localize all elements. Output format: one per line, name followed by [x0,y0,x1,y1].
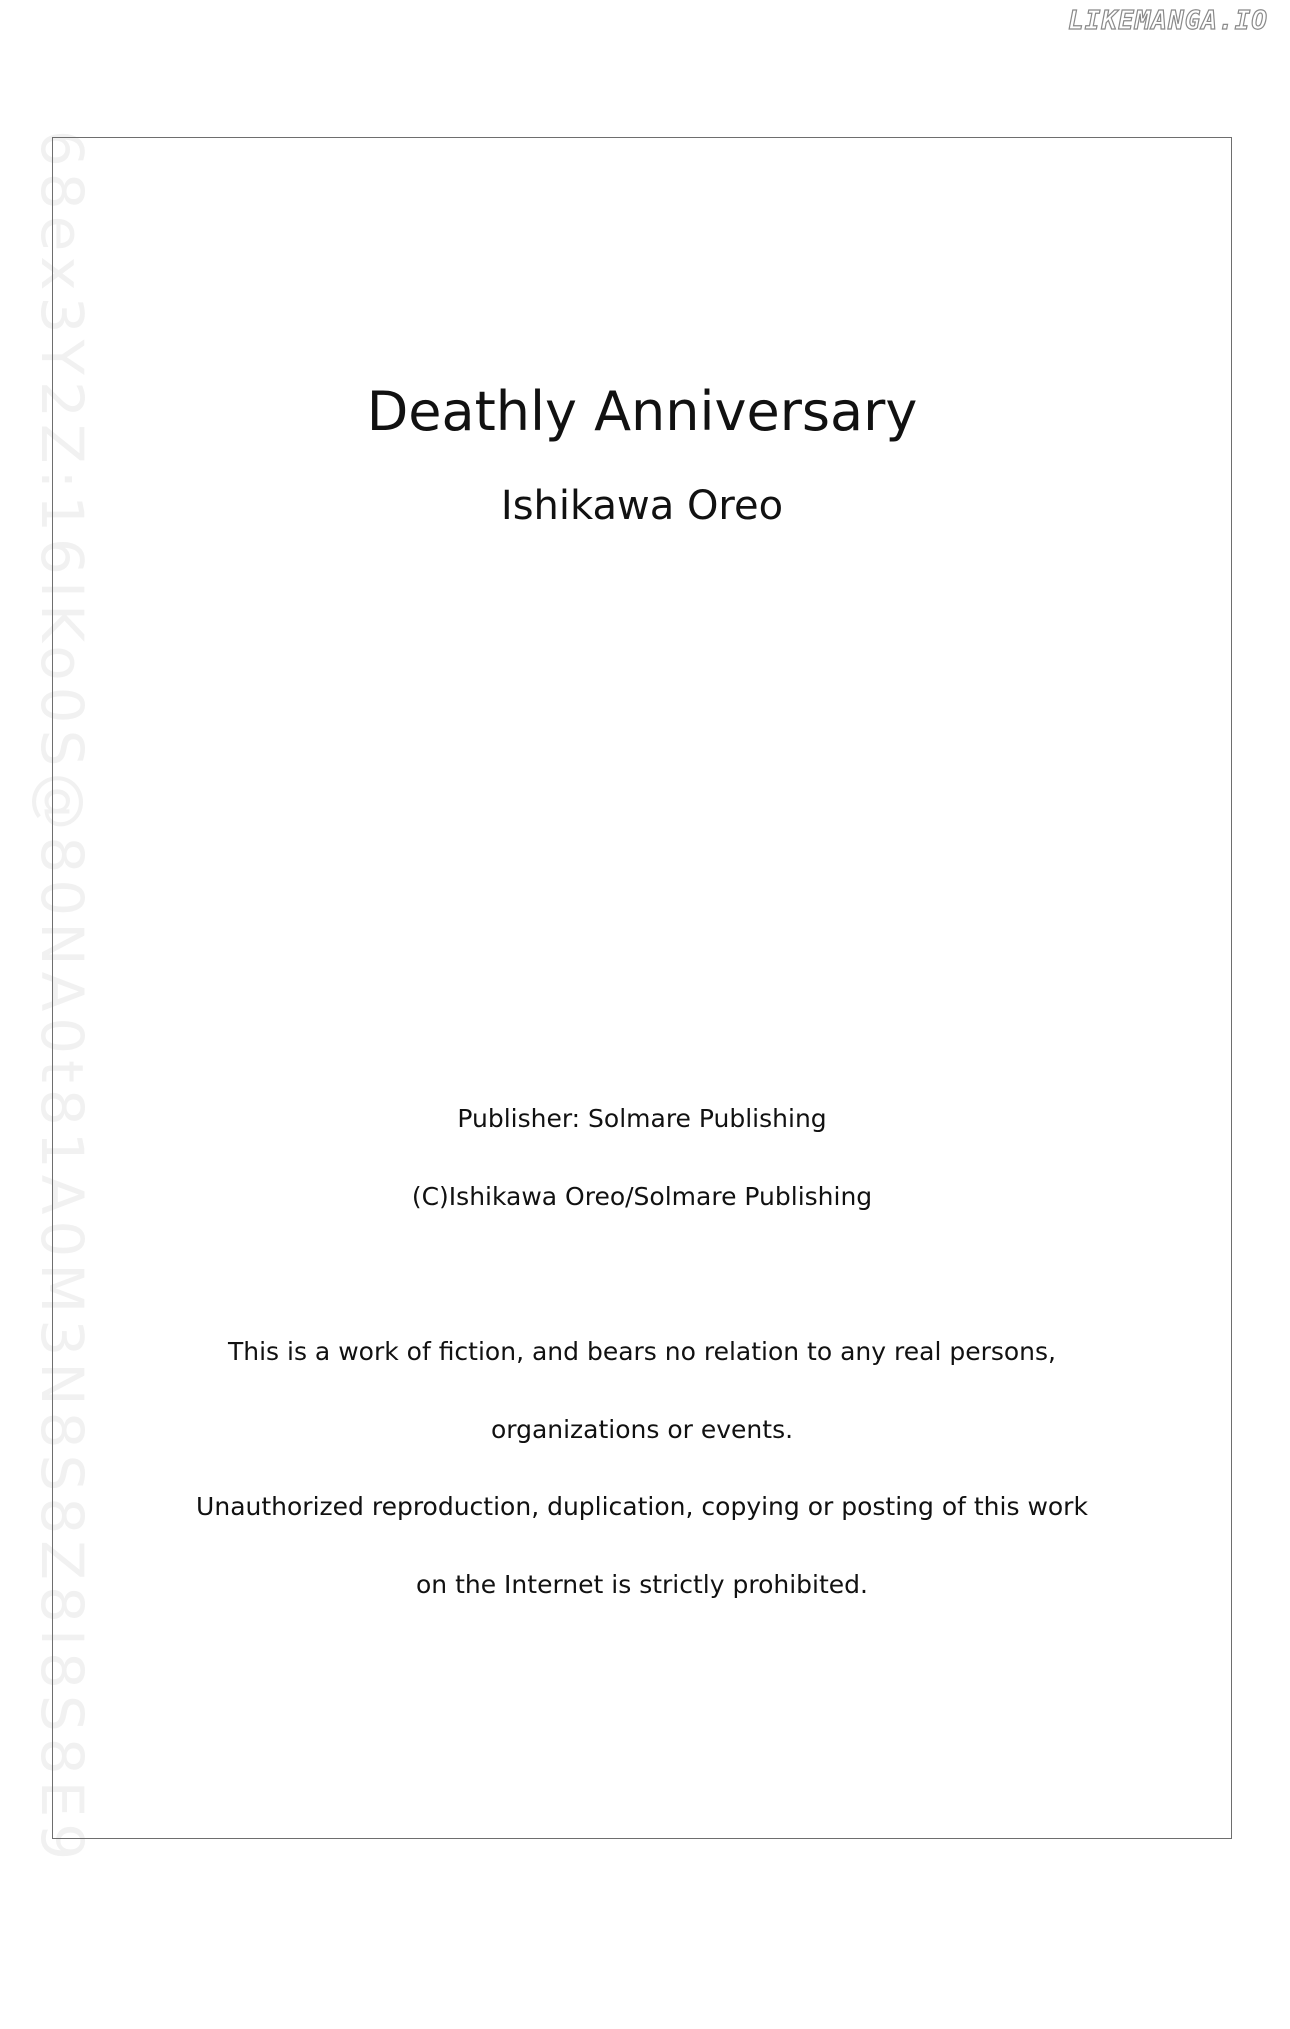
title-page-frame [52,137,1232,1839]
publisher-line: Publisher: Solmare Publishing [457,1104,827,1133]
disclaimer-line-2: organizations or events. [490,1415,794,1444]
disclaimer-line-1: This is a work of fiction, and bears no relation to any real persons, [227,1337,1056,1366]
disclaimer-line-4: on the Internet is strictly prohibited. [416,1570,868,1599]
site-watermark: LIKEMANGA.IO [1068,6,1268,36]
book-title: Deathly Anniversary [366,380,918,443]
book-author: Ishikawa Oreo [500,483,784,529]
copyright-line: (C)Ishikawa Oreo/Solmare Publishing [411,1182,873,1211]
disclaimer-line-3: Unauthorized reproduction, duplication, copying or posting of this work [196,1492,1088,1521]
side-watermark: 68ex3Y2Z:16IKo0S@80NA0t81A0M3N8S8Z8I8S8E9 [28,129,96,1867]
